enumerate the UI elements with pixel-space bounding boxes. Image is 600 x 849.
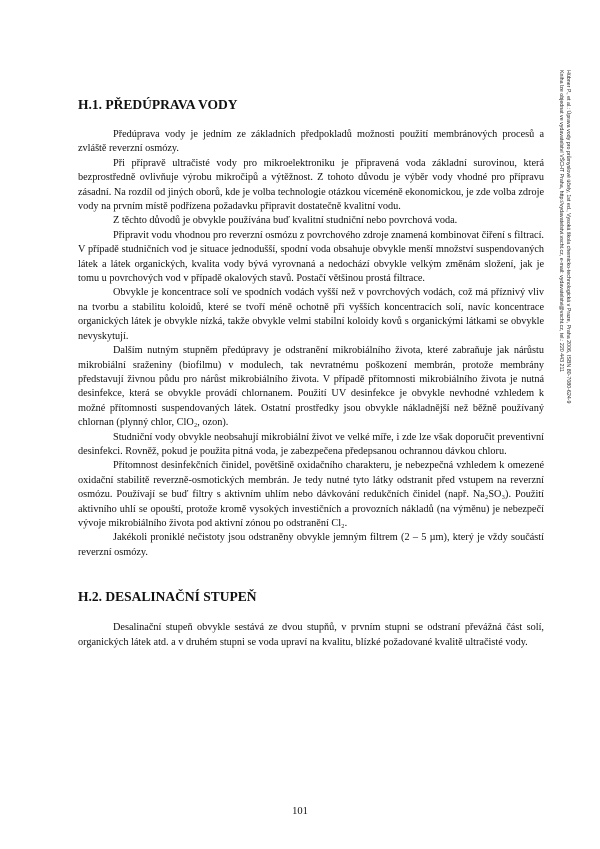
page-number: 101 <box>292 806 308 817</box>
ordering-line: Kniha lze objednat ve vydavatelství VŠCHT Praha, http://vydavatelstvi.vscht.cz, e-mail: vydavatelstvi@vscht.cz, tel.: 220 443 211 <box>557 70 564 372</box>
paragraph: Přítomnost desinfekčních činidel, povětšině oxidačního charakteru, je nebezpečná vzhledem k omezené oxidační stabilitě reverzně-osmotických membrán. Je tedy nutné tyto látky odstranit před vstupem na reverzní osmózu. Používají se buď filtry s aktivním uhlím nebo dávkování redukčních činidel (např. Na₂SO₃). Použití aktivního uhlí se opouští, protože kromě vysokých investičních a provozních nákladů (na výměnu) je nebezpečí vývoje mikrobiálního života pod aktivní zónou po odstranění Cl₂. <box>78 460 544 529</box>
section-heading-desalination: H.2. DESALINAČNÍ STUPEŇ <box>78 589 257 605</box>
paragraph: Obvykle je koncentrace solí ve spodních vodách vyšší než v povrchových vodách, což má příznivý vliv na tvorbu a stabilitu koloidů, které se tvoří méně ochotně při vyšších koncentracích solí, navíc koncentrace organických látek je obvykle nízká, takže obvykle velmi stabilní koloidy kovů s organickými látkami se obvykle nevyskytují. <box>78 287 544 342</box>
paragraph: Při přípravě ultračisté vody pro mikroelektroniku je připravená voda základní surovinou, která bezprostředně ovlivňuje výrobu mikročipů a výtěžnost. Z tohoto důvodu je výběr vody vhodné pro přípravu zásadní. Na rozdíl od jiných oborů, kde je volba technologie otázkou víceméně ekonomickou, je zde volba zdroje vody na prvním místě podřízena požadavku připravit dostatečně kvalitní vodu. <box>78 157 544 213</box>
paragraph: Připravit vodu vhodnou pro reverzní osmózu z povrchového zdroje znamená kombinovat čiření s filtrací. V případě studničních vod je situace jednodušší, spodní voda obsahuje obvykle menší množství suspendovaných látek a látek organických, kvalita vody bývá vyrovnaná a nedochází obvykle velkým změnám složení, jak je tomu u povrchových vod v případě okalových stavů. Postačí většinou prostá filtrace. <box>78 229 544 285</box>
page-body <box>78 96 544 650</box>
paragraph: Studniční vody obvykle neobsahují mikrobiální život ve velké míře, i zde lze však doporučit preventivní desinfekci. Rovněž, pokud je použita pitná voda, je zabezpečena předepsanou ochrannou dávkou chloru. <box>78 431 544 457</box>
paragraph: Předúprava vody je jedním ze základních předpokladů možnosti použití membránových procesů a zvláště reverzní osmózy. <box>78 129 544 155</box>
citation-line: Hübner P., et al.: Úprava vody pro průmyslové účely, 1st ed., Vysoká škola chemicko-technologická v Praze, Praha 2006, ISBN 80-7080-624-9 <box>565 70 571 404</box>
paragraph: Dalším nutným stupněm předúpravy je odstranění mikrobiálního života, které zabraňuje jak nárůstu mikrobiální sraženiny (biofilmu) v modulech, tak nevratnému poškození membrán, protože membrány představují živnou půdu pro nárůst mikrobiálního života. V případě přítomnosti mikrobiálního života je nutná desinfekce, která se obvykle provádí chlornanem. Použití UV desinfekce je obvykle nevhodné vzhledem k možné přítomnosti suspendovaných látek. Ostatní prostředky jsou obvykle nákladnější než běžně používaný chlornan (plynný chlor, ClO₂, ozon). <box>78 345 544 429</box>
section-heading-pretreatment: H.1. PŘEDÚPRAVA VODY <box>78 97 238 112</box>
paragraph: Desalinační stupeň obvykle sestává ze dvou stupňů, v prvním stupni se odstraní převážná část solí, organických látek atd. a v druhém stupni se voda upraví na kvalitu, blízké požadované kvalitě ultračisté vody. <box>78 622 544 648</box>
paragraph: Jakékoli proniklé nečistoty jsou odstraněny obvykle jemným filtrem (2 – 5 µm), který je vždy součástí reverzní osmózy. <box>78 532 544 558</box>
citation-side-note <box>557 70 571 600</box>
paragraph: Z těchto důvodů je obvykle používána buď kvalitní studniční nebo povrchová voda. <box>113 215 458 227</box>
